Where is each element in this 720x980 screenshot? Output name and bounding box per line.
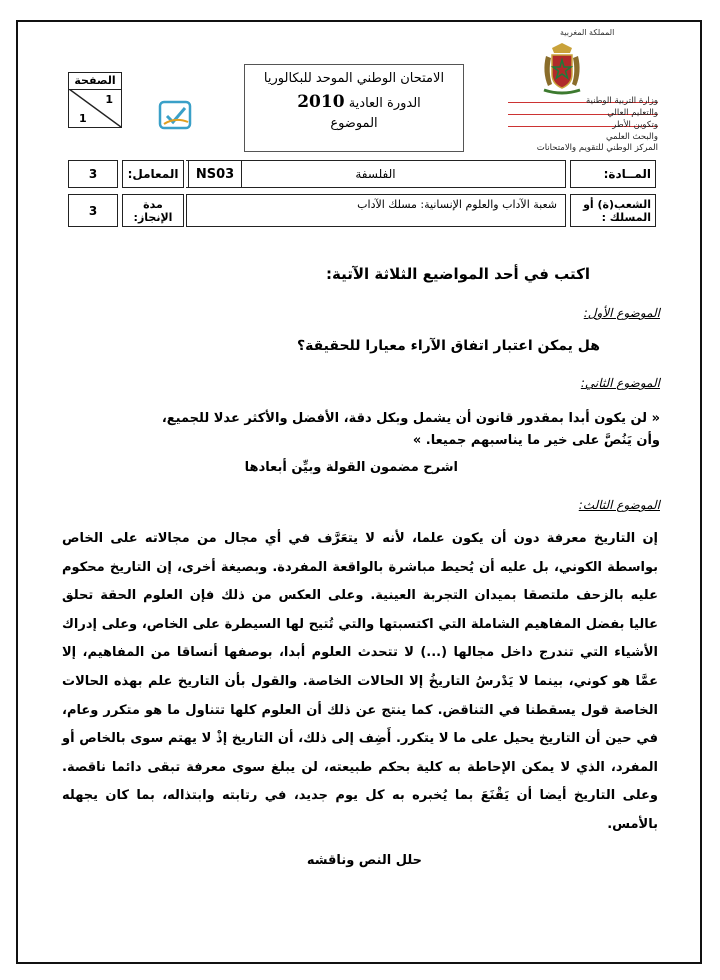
ministry-line-1: وزارة التربية الوطنية [585,96,658,106]
topic1-label: الموضوع الأول: [583,306,660,320]
topic3-text: إن التاريخ معرفة دون أن يكون علما، لأنه لا يتعَرَّف في أي مجال من مجالاته على الخاص بواسطة الكوني، بل عليه أن يُحيط مباشرة بالواقعة المفردة. وبصيغة أخرى، إن التاريخ محكوم عليه بالزحف ملتصقا بميدان التجربة العينية. وعلى العكس من ذلك فإن العلوم الحقة تحلق عاليا بفضل المفاهيم الشاملة التي اكتسبتها والتي تُتيح لها السيطرة على الخاص، وعلى إدراك الأشياء التي تندرج داخل مجالها (...) لا تتحدث العلوم أبدا، بوصفها أنساقا من المفاهيم، إلا عمَّا هو كوني، بينما لا يَدْرسُ التاريخُ إلا الحالات الخاصة. والقول بأن التاريخ علم بهذه الحالات الخاصة قول يسقطنا في التناقض. كما ينتج عن ذلك أن العلوم كلها تتناول ما هو متكرر وعام، في حين أن التاريخ يحيل على ما لا يتكرر. أَضِف إلى ذلك، أن التاريخ إذْ لا يهتم سوى بالخاص أو المفرد، الذي لا يمكن الإحاطة به كلية بحكم طبيعته، لن يبلغ سوى معرفة تبقى دائما ناقصة. وعلى التاريخ أيضا أن يَقْنَعَ بما يُخبره به كل يوم جديد، في رتابته وابتذاله، بما كان يجهله بالأمس. [62,531,658,832]
instruction: اكتب في أحد المواضيع الثلاثة الآتية: [325,265,590,283]
page-total: 1 [79,112,87,125]
topic2-label: الموضوع الثاني: [580,376,660,390]
topic3-label: الموضوع الثالث: [578,498,660,512]
duration-value: 3 [68,194,118,227]
topic3-task: حلل النص وناقشه [306,853,422,868]
exam-title-box [244,64,464,152]
subject-label: المــادة: [570,160,656,188]
branch-label: الشعب(ة) أو المسلك : [570,194,656,227]
cnem-logo-icon [158,100,192,130]
session-line [245,92,463,112]
coat-of-arms-icon [538,42,586,96]
topic2-quote-line-1: « لن يكون أبدا بمقدور قانون أن يشمل وبكل دقة، الأفضل والأكثر عدلا للجميع، [161,411,660,426]
page-number-box [68,72,122,128]
subject-value: الفلسفة [186,160,566,188]
diagonal-divider [69,89,121,127]
topic2-quote [162,408,660,452]
duration-label: مدة الإنجاز: [122,194,184,227]
ministry-line-2: والتعليم العالي [607,108,658,118]
exam-info-table [68,160,656,227]
coefficient-label: المعامل: [122,160,184,188]
page-number: 1 [105,93,113,106]
ministry-line-3: وتكوين الأطر [612,120,658,130]
exam-title: الامتحان الوطني الموحد للبكالوريا [263,71,445,86]
subject-code: NS03 [188,160,242,188]
ministry-block [508,96,658,154]
session-label: الدورة العادية [348,96,421,111]
coefficient-value: 3 [68,160,118,188]
ministry-line-4: والبحث العلمي [605,132,658,142]
topic2-task: اشرح مضمون القولة وبيِّن أبعادها [244,460,458,475]
subject-heading: الموضوع [330,116,378,131]
exam-year: 2010 [297,92,345,112]
center-name: المركز الوطني للتقويم والامتحانات [536,143,658,153]
page-label: الصفحة [69,73,121,90]
kingdom-label: المملكة المغربية [560,28,615,37]
topic2-quote-line-2: وأن يَنُصَّ على خير ما يناسبهم جميعا. » [412,433,660,448]
branch-value: شعبة الآداب والعلوم الإنسانية: مسلك الآداب [186,194,566,227]
topic1-question: هل يمكن اعتبار اتفاق الآراء معيارا للحقيقة؟ [296,338,600,354]
